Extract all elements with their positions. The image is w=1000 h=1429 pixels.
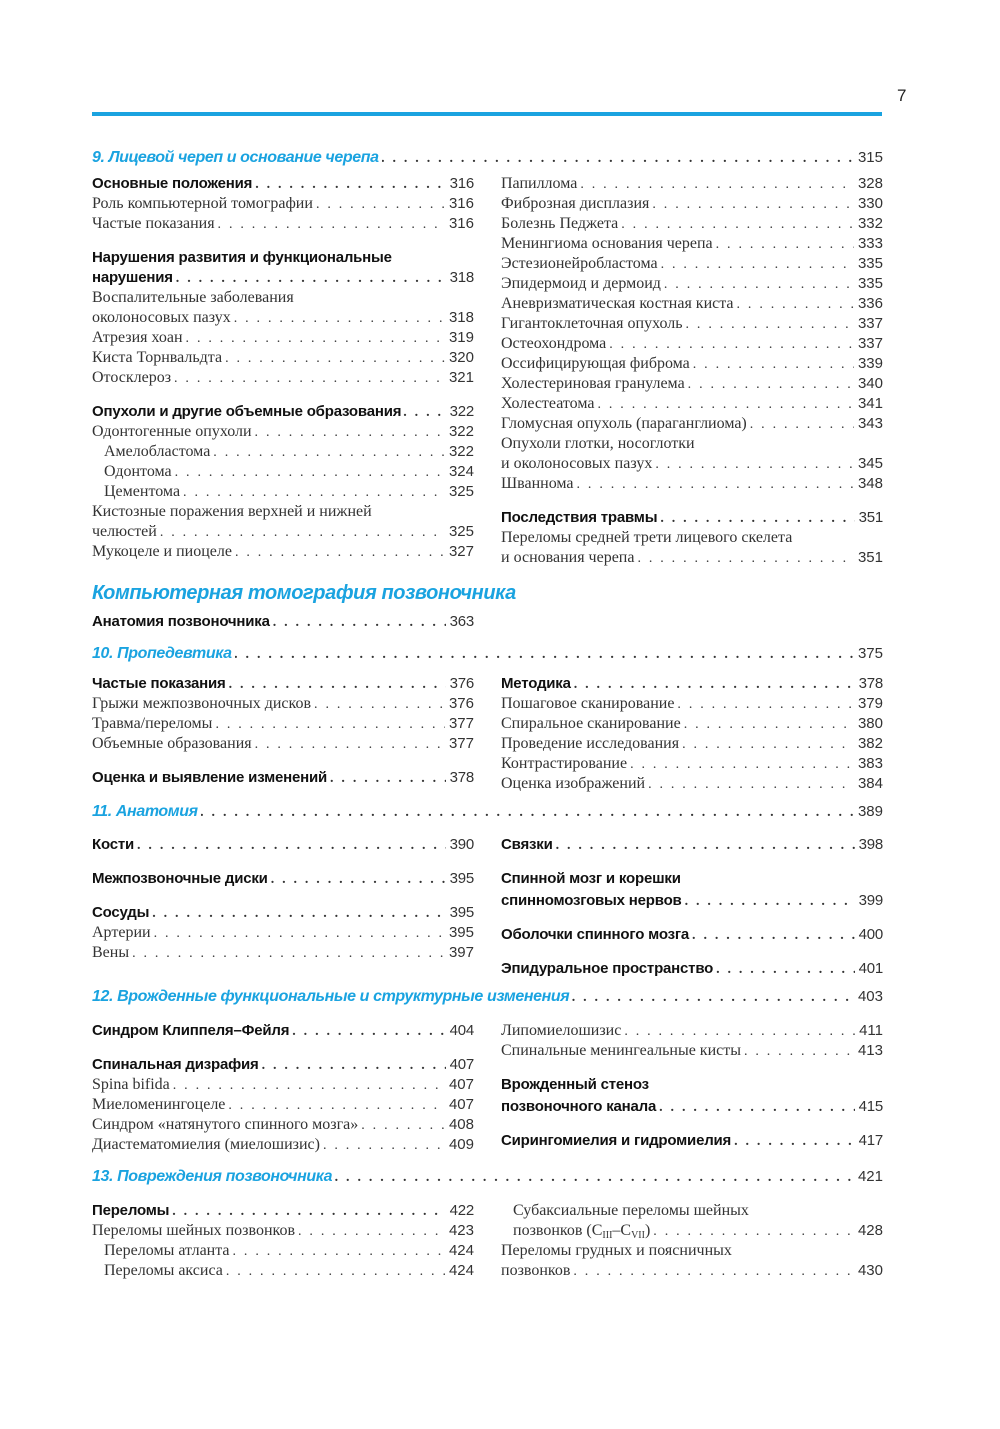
toc-entry[interactable]: Менингиома основания черепа . . . 333 xyxy=(501,234,883,254)
toc-entry[interactable]: Проведение исследования . . . 382 xyxy=(501,734,883,754)
toc-entry[interactable]: Диастематомиелия (миелошизис) . . . 409 xyxy=(92,1135,474,1155)
column-right xyxy=(501,674,883,794)
toc-entry[interactable]: Холестеатома . . . 341 xyxy=(501,394,883,414)
toc-entry[interactable]: Частые показания . . . 316 xyxy=(92,214,474,234)
toc-entry[interactable]: Отосклероз . . . 321 xyxy=(92,368,474,388)
toc-entry[interactable]: Миеломенингоцеле . . . 407 xyxy=(92,1095,474,1115)
chapter-12-columns xyxy=(92,1021,883,1155)
toc-entry[interactable]: Объемные образования . . . 377 xyxy=(92,734,474,754)
toc-entry[interactable]: Фиброзная дисплазия . . . 330 xyxy=(501,194,883,214)
toc-entry-line1[interactable]: Спинной мозг и корешки xyxy=(501,870,681,887)
toc-entry[interactable]: Spina bifida . . . 407 xyxy=(92,1075,474,1095)
toc-entry[interactable]: Опухоли и другие объемные образования . . . 322 xyxy=(92,402,474,422)
leader-dots xyxy=(235,643,854,667)
toc-entry[interactable]: Эстезионейробластома . . . 335 xyxy=(501,254,883,274)
chapter-9-columns xyxy=(92,174,883,568)
toc-entry-spine-anatomy[interactable]: Анатомия позвоночника . . . 363 xyxy=(92,612,474,632)
toc-entry[interactable]: и основания черепа . . . 351 xyxy=(501,548,883,568)
chapter-12-heading[interactable] xyxy=(92,985,883,1009)
toc-entry[interactable]: Переломы атланта . . . 424 xyxy=(92,1241,474,1261)
chapter-title: 11. Анатомия xyxy=(92,803,198,820)
toc-entry[interactable]: Холестериновая гранулема . . . 340 xyxy=(501,374,883,394)
toc-entry[interactable]: Синдром «натянутого спинного мозга» . . . 408 xyxy=(92,1115,474,1135)
toc-entry[interactable]: Оболочки спинного мозга . . . 400 xyxy=(501,925,883,945)
header-rule xyxy=(92,112,882,116)
chapter-title: 9. Лицевой череп и основание черепа xyxy=(92,149,379,166)
leader-dots xyxy=(572,986,854,1010)
toc-entry[interactable]: Спинальная дизрафия . . . 407 xyxy=(92,1055,474,1075)
toc-entry[interactable]: околоносовых пазух . . . 318 xyxy=(92,308,474,328)
toc-entry[interactable]: Методика . . . 378 xyxy=(501,674,883,694)
leader-dots xyxy=(382,147,854,171)
toc-entry[interactable]: Переломы аксиса . . . 424 xyxy=(92,1261,474,1281)
toc-entry[interactable]: Межпозвоночные диски . . . 395 xyxy=(92,869,474,889)
toc-entry[interactable]: Одонтогенные опухоли . . . 322 xyxy=(92,422,474,442)
toc-entry[interactable]: Болезнь Педжета . . . 332 xyxy=(501,214,883,234)
toc-entry[interactable]: позвонков . . . 430 xyxy=(501,1261,883,1281)
toc-entry[interactable]: Травма/переломы . . . 377 xyxy=(92,714,474,734)
toc-entry[interactable]: Спинальные менингеальные кисты . . . 413 xyxy=(501,1041,883,1061)
toc-entry[interactable]: Сосуды . . . 395 xyxy=(92,903,474,923)
toc-entry[interactable]: Артерии . . . 395 xyxy=(92,923,474,943)
toc-entry-line1[interactable]: Переломы средней трети лицевого скелета xyxy=(501,529,793,546)
toc-entry[interactable]: челюстей . . . 325 xyxy=(92,522,474,542)
toc-entry[interactable]: Связки . . . 398 xyxy=(501,835,883,855)
toc-entry[interactable]: Остеохондрома . . . 337 xyxy=(501,334,883,354)
chapter-10-columns xyxy=(92,674,883,794)
toc-entry[interactable]: Грыжи межпозвоночных дисков . . . 376 xyxy=(92,694,474,714)
toc-entry[interactable]: Переломы шейных позвонков . . . 423 xyxy=(92,1221,474,1241)
toc-entry[interactable]: Цементома . . . 325 xyxy=(92,482,474,502)
toc-entry[interactable]: Контрастирование . . . 383 xyxy=(501,754,883,774)
toc-entry[interactable]: Основные положения . . . 316 xyxy=(92,174,474,194)
toc-entry[interactable]: Аневризматическая костная киста . . . 336 xyxy=(501,294,883,314)
chapter-page: 315 xyxy=(857,149,883,166)
chapter-13-heading[interactable] xyxy=(92,1165,883,1189)
toc-entry[interactable]: Гломусная опухоль (параганглиома) . . . 343 xyxy=(501,414,883,434)
toc-entry[interactable]: Кости . . . 390 xyxy=(92,835,474,855)
toc-entry[interactable]: Шваннома . . . 348 xyxy=(501,474,883,494)
toc-entry[interactable]: Эпидуральное пространство . . . 401 xyxy=(501,959,883,979)
toc-entry[interactable]: нарушения . . . 318 xyxy=(92,268,474,288)
toc-entry[interactable]: Эпидермоид и дермоид . . . 335 xyxy=(501,274,883,294)
column-left xyxy=(92,835,474,979)
column-left xyxy=(92,674,474,794)
toc-entry-line1[interactable]: Воспалительные заболевания xyxy=(92,289,294,306)
chapter-11-heading[interactable] xyxy=(92,800,883,824)
chapter-title: 13. Повреждения позвоночника xyxy=(92,1168,333,1185)
toc-entry[interactable]: Роль компьютерной томографии . . . 316 xyxy=(92,194,474,214)
toc-entry[interactable]: Гигантоклеточная опухоль . . . 337 xyxy=(501,314,883,334)
column-left xyxy=(92,174,474,568)
column-right xyxy=(501,835,883,979)
toc-entry[interactable]: Оценка изображений . . . 384 xyxy=(501,774,883,794)
chapter-page: 375 xyxy=(857,645,883,662)
toc-entry[interactable]: позвонков $(C_{III}-C_{VII})$ . . . 428 xyxy=(501,1221,883,1241)
column-left xyxy=(92,1021,474,1155)
toc-entry[interactable]: Одонтома . . . 324 xyxy=(92,462,474,482)
column-right xyxy=(501,174,883,568)
toc-entry-line1[interactable]: Переломы грудных и поясничных xyxy=(501,1242,732,1259)
toc-entry[interactable]: Амелобластома . . . 322 xyxy=(92,442,474,462)
toc-entry[interactable]: позвоночного канала . . . 415 xyxy=(501,1097,883,1117)
toc-entry[interactable]: Синдром Клиппеля–Фейля . . . 404 xyxy=(92,1021,474,1041)
toc-entry-line1[interactable]: Врожденный стеноз xyxy=(501,1076,649,1093)
toc-entry[interactable]: Вены . . . 397 xyxy=(92,943,474,963)
toc-entry[interactable]: Папиллома . . . 328 xyxy=(501,174,883,194)
chapter-title: 12. Врожденные функциональные и структурные изменения xyxy=(92,988,570,1005)
column-right xyxy=(501,1021,883,1155)
leader-dots xyxy=(201,801,854,825)
toc-entry[interactable]: Последствия травмы . . . 351 xyxy=(501,508,883,528)
page-number: 7 xyxy=(897,86,907,105)
toc-entry[interactable]: Частые показания . . . 376 xyxy=(92,674,474,694)
column-left xyxy=(92,1201,474,1281)
chapter-10-heading[interactable] xyxy=(92,642,883,666)
toc-entry[interactable]: Оссифицирующая фиброма . . . 339 xyxy=(501,354,883,374)
chapter-9-heading[interactable] xyxy=(92,146,883,170)
chapter-page: 389 xyxy=(857,803,883,820)
toc-entry-line1[interactable]: Субаксиальные переломы шейных xyxy=(513,1202,749,1219)
toc-entry[interactable]: Атрезия хоан . . . 319 xyxy=(92,328,474,348)
chapter-page: 421 xyxy=(857,1168,883,1185)
leader-dots xyxy=(335,1166,854,1190)
toc-entry[interactable]: Спиральное сканирование . . . 380 xyxy=(501,714,883,734)
chapter-title: 10. Пропедевтика xyxy=(92,645,232,662)
toc-entry[interactable]: Сирингомиелия и гидромиелия . . . 417 xyxy=(501,1131,883,1151)
chapter-page: 403 xyxy=(857,988,883,1005)
toc-entry[interactable]: спинномозговых нервов . . . 399 xyxy=(501,891,883,911)
toc-entry[interactable]: и околоносовых пазух . . . 345 xyxy=(501,454,883,474)
toc-entry-line1[interactable]: Кистозные поражения верхней и нижней xyxy=(92,503,372,520)
part-heading[interactable]: Компьютерная томография позвоночника xyxy=(92,582,516,604)
toc-entry[interactable]: Киста Торнвальдта . . . 320 xyxy=(92,348,474,368)
toc-entry-line1[interactable]: Опухоли глотки, носоглотки xyxy=(501,435,695,452)
toc-entry[interactable]: Пошаговое сканирование . . . 379 xyxy=(501,694,883,714)
toc-entry[interactable]: Липомиелошизис . . . 411 xyxy=(501,1021,883,1041)
chapter-11-columns xyxy=(92,835,883,979)
toc-entry[interactable]: Переломы . . . 422 xyxy=(92,1201,474,1221)
toc-entry[interactable]: Оценка и выявление изменений . . . 378 xyxy=(92,768,474,788)
column-right xyxy=(501,1201,883,1281)
toc-entry-line1[interactable]: Нарушения развития и функциональные xyxy=(92,249,392,266)
table-of-contents xyxy=(92,146,883,1281)
chapter-13-columns xyxy=(92,1201,883,1281)
toc-entry[interactable]: Мукоцеле и пиоцеле . . . 327 xyxy=(92,542,474,562)
